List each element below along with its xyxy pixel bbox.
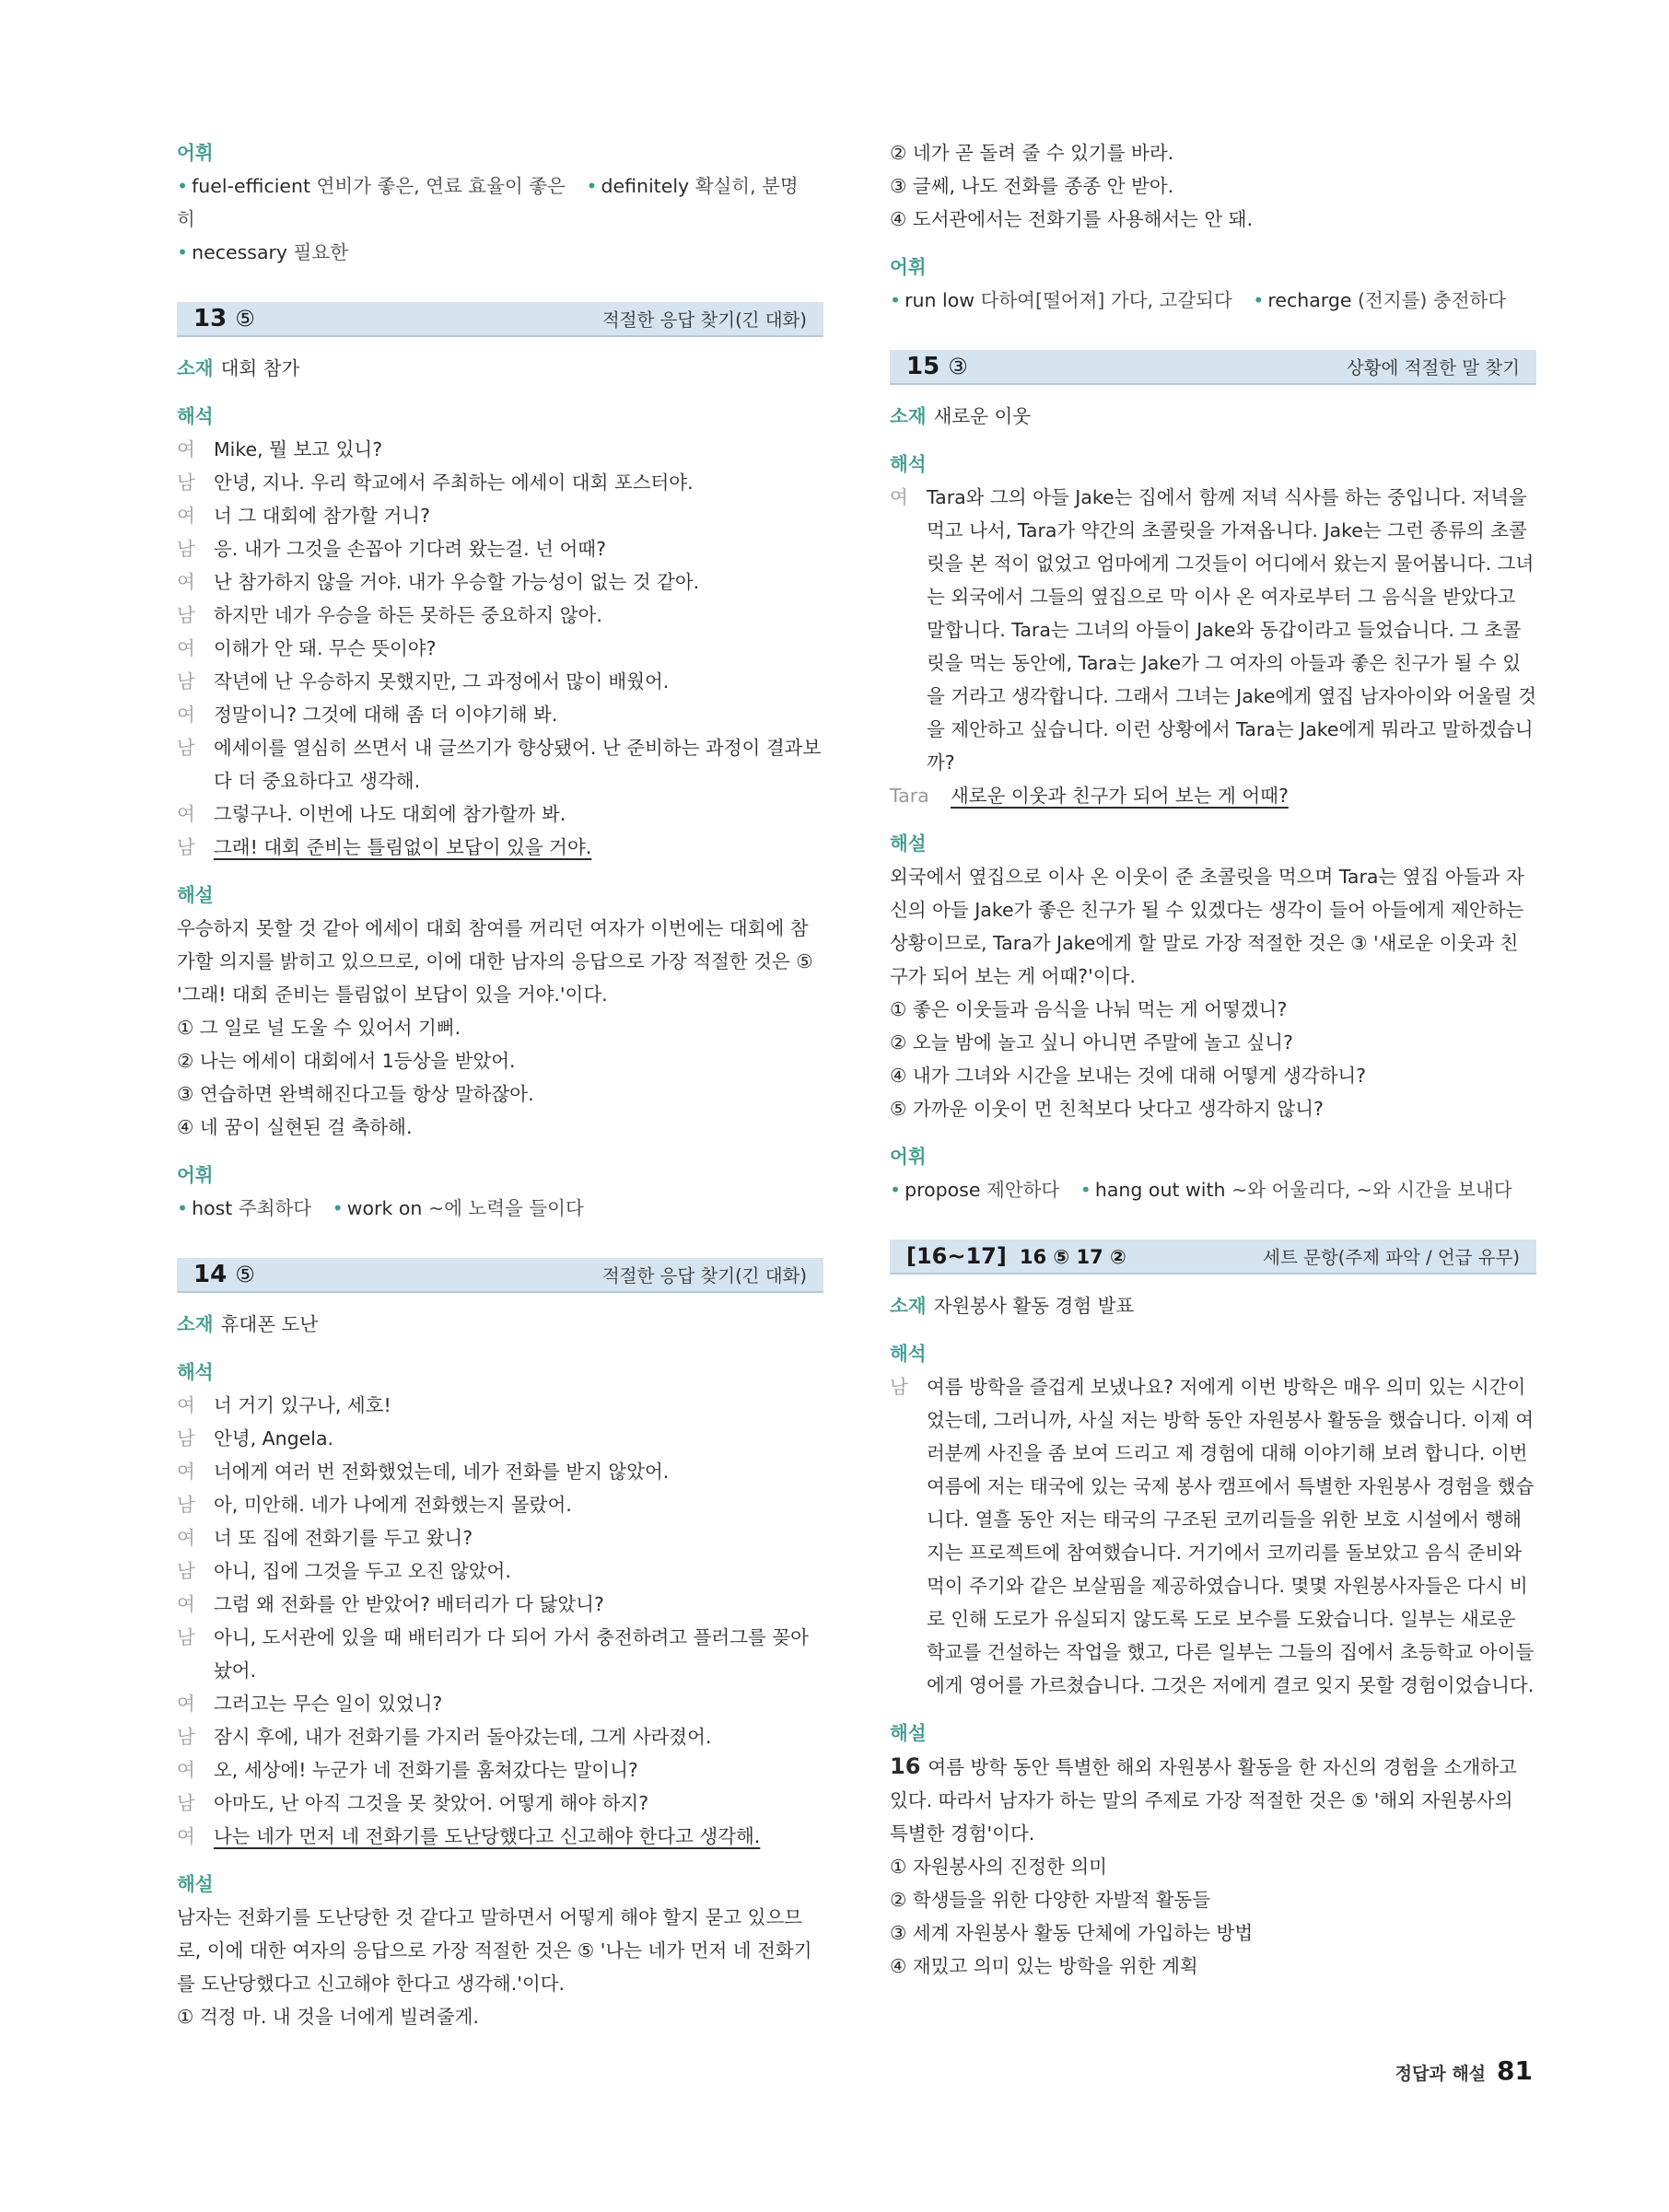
line-text: 아니, 집에 그것을 두고 오진 않았어. xyxy=(214,1560,511,1582)
line-text: 그렇구나. 이번에 나도 대회에 참가할까 봐. xyxy=(214,803,566,825)
line-text: 난 참가하지 않을 거야. 내가 우승할 가능성이 없는 것 같아. xyxy=(214,571,700,593)
explanation-heading: 해설 xyxy=(177,884,214,906)
line-text: 그럼 왜 전화를 안 받았어? 배터리가 다 닳았니? xyxy=(214,1593,604,1615)
question-header-13 xyxy=(177,302,823,337)
option: ① 자원봉사의 진정한 의미 xyxy=(890,1856,1107,1878)
line-text: 너 거기 있구나, 세호! xyxy=(214,1394,391,1416)
speaker: 여 xyxy=(890,486,908,508)
dialogue-line xyxy=(177,1422,823,1455)
topic-label: 소재 xyxy=(177,357,214,379)
option: ① 걱정 마. 내 것을 너에게 빌려줄게. xyxy=(177,2006,479,2028)
dialogue-line xyxy=(177,665,823,698)
speaker: 여 xyxy=(177,438,195,460)
speaker: 남 xyxy=(177,737,195,759)
speaker: Tara xyxy=(890,785,929,807)
vocab-term: definitely xyxy=(601,175,690,197)
speaker: 남 xyxy=(177,472,195,494)
page-number: 81 xyxy=(1497,2055,1533,2086)
speaker: 여 xyxy=(177,1825,195,1847)
speaker: 남 xyxy=(177,604,195,626)
speaker: 여 xyxy=(177,1759,195,1781)
vocab-gloss: (전지를) 충전하다 xyxy=(1358,289,1507,311)
dialogue-line xyxy=(177,466,823,499)
line-text: 너 그 대회에 참가할 거니? xyxy=(214,505,430,527)
speaker: 남 xyxy=(890,1376,908,1398)
option: ② 학생들을 위한 다양한 자발적 활동들 xyxy=(890,1889,1211,1911)
translation-heading: 해석 xyxy=(890,1343,927,1365)
line-text: 정말이니? 그것에 대해 좀 더 이야기해 봐. xyxy=(214,704,558,726)
topic-text: 자원봉사 활동 경험 발표 xyxy=(933,1295,1135,1317)
line-text: 하지만 네가 우승을 하든 못하든 중요하지 않아. xyxy=(214,604,602,626)
vocab-term: hang out with xyxy=(1094,1179,1226,1201)
translation-heading: 해석 xyxy=(890,453,927,475)
topic-label: 소재 xyxy=(890,405,927,427)
line-text: 너에게 여러 번 전화했었는데, 네가 전화를 받지 않았어. xyxy=(214,1461,670,1483)
option: ③ 세계 자원봉사 활동 단체에 가입하는 방법 xyxy=(890,1922,1254,1944)
line-text: 안녕, 지나. 우리 학교에서 주최하는 에세이 대회 포스터야. xyxy=(214,472,694,494)
topic-line xyxy=(890,1289,1536,1322)
line-text: 아니, 도서관에 있을 때 배터리가 다 되어 가서 충전하려고 플러그를 꽂아놨어. xyxy=(214,1626,809,1682)
dialogue-line xyxy=(177,1621,823,1687)
topic-line xyxy=(177,1308,823,1341)
topic-text: 휴대폰 도난 xyxy=(220,1313,319,1335)
narration xyxy=(890,1370,1536,1702)
dialogue-line xyxy=(177,532,823,565)
speaker: 여 xyxy=(177,1527,195,1549)
question-answers: 16 ⑤ 17 ② xyxy=(1019,1246,1126,1268)
dialogue-line xyxy=(177,499,823,532)
explanation-text: 남자는 전화기를 도난당한 것 같다고 말하면서 어떻게 해야 할지 묻고 있으므로, 이에 대한 여자의 응답으로 가장 적절한 것은 ⑤ '나는 네가 먼저 네 전화기를 도난당했다고 신고해야 한다고 생각해.'이다. xyxy=(177,1906,812,1995)
question-number: 14 xyxy=(193,1261,228,1288)
option: ④ 재밌고 의미 있는 방학을 위한 계획 xyxy=(890,1955,1198,1977)
explanation-number: 16 xyxy=(890,1753,921,1779)
line-text: 잠시 후에, 내가 전화기를 가지러 돌아갔는데, 그게 사라졌어. xyxy=(214,1726,712,1748)
option: ② 나는 에세이 대회에서 1등상을 받았어. xyxy=(177,1050,516,1072)
vocab-gloss: 연비가 좋은, 연료 효율이 좋은 xyxy=(316,175,566,197)
vocab-heading: 어휘 xyxy=(177,1164,214,1186)
dialogue-line xyxy=(177,433,823,466)
dialogue-14 xyxy=(177,1389,823,1853)
left-column xyxy=(177,136,823,2033)
dialogue-line xyxy=(177,1521,823,1554)
vocab-list: • host 주최하다 • work on ~에 노력을 들이다 xyxy=(177,1197,584,1219)
speaker: 여 xyxy=(177,803,195,825)
dialogue-line xyxy=(177,797,823,831)
question-type: 상황에 적절한 말 찾기 xyxy=(1346,357,1520,378)
topic-text: 새로운 이웃 xyxy=(933,405,1032,427)
topic-line xyxy=(177,352,823,385)
line-text: 응. 내가 그것을 손꼽아 기다려 왔는걸. 넌 어때? xyxy=(214,538,606,560)
dialogue-line xyxy=(177,1389,823,1422)
narration-text: Tara와 그의 아들 Jake는 집에서 함께 저녁 식사를 하는 중입니다. 저녁을 먹고 나서, Tara가 약간의 초콜릿을 가져옵니다. Jake는 그런 종류의 초콜릿을 본 적이 없었고 엄마에게 그것들이 어디에서 왔는지 물어봅니다. 그녀는 외국에서 그들의 옆집으로 막 이사 온 여자로부터 그 음식을 받았다고 말합니다. Tara는 그녀의 아들이 Jake와 동갑이라고 들었습니다. 그 초콜릿을 먹는 동안에, Tara는 Jake가 그 여자의 아들과 좋은 친구가 될 수 있을 거라고 생각합니다. 그래서 그녀는 Jake에게 옆집 남자아이와 어울릴 것을 제안하고 싶습니다. 이런 상황에서 Tara는 Jake에게 뭐라고 말하겠습니까? xyxy=(927,486,1537,774)
line-text: 작년에 난 우승하지 못했지만, 그 과정에서 많이 배웠어. xyxy=(214,670,670,693)
speaker: 남 xyxy=(177,1560,195,1582)
question-range: [16~17] xyxy=(906,1243,1007,1269)
option: ④ 내가 그녀와 시간을 보내는 것에 대해 어떻게 생각하니? xyxy=(890,1065,1367,1087)
answer-line: 나는 네가 먼저 네 전화기를 도난당했다고 신고해야 한다고 생각해. xyxy=(214,1825,761,1847)
dialogue-line xyxy=(177,1820,823,1853)
speaker: 남 xyxy=(177,1427,195,1449)
question-number: 15 xyxy=(906,353,940,380)
topic-label: 소재 xyxy=(177,1313,214,1335)
vocab-term: work on xyxy=(346,1197,423,1219)
dialogue-line xyxy=(177,1455,823,1488)
dialogue-line xyxy=(177,599,823,632)
explanation-heading: 해설 xyxy=(890,832,927,855)
speaker: 여 xyxy=(177,1693,195,1715)
option: ⑤ 가까운 이웃이 먼 친척보다 낫다고 생각하지 않니? xyxy=(890,1098,1324,1120)
right-column xyxy=(890,136,1536,1983)
speaker: 여 xyxy=(177,704,195,726)
vocab-term: fuel-efficient xyxy=(192,175,311,197)
speaker: 남 xyxy=(177,836,195,858)
dialogue-13 xyxy=(177,433,823,864)
option: ② 네가 곧 돌려 줄 수 있기를 바라. xyxy=(890,142,1174,164)
speaker: 여 xyxy=(177,1593,195,1615)
answer-line xyxy=(890,779,1536,812)
speaker: 여 xyxy=(177,571,195,593)
dialogue-line xyxy=(177,565,823,599)
translation-heading: 해석 xyxy=(177,1361,214,1383)
speaker: 여 xyxy=(177,1461,195,1483)
option: ① 좋은 이웃들과 음식을 나눠 먹는 게 어떻겠니? xyxy=(890,998,1288,1020)
dialogue-line xyxy=(177,1554,823,1588)
speaker: 여 xyxy=(177,1394,195,1416)
option: ① 그 일로 널 도울 수 있어서 기뻐. xyxy=(177,1017,461,1039)
topic-line xyxy=(890,400,1536,433)
vocab-heading: 어휘 xyxy=(890,256,927,278)
question-type: 세트 문항(주제 파악 / 언급 유무) xyxy=(1263,1247,1520,1268)
page-footer xyxy=(1395,2055,1533,2086)
speaker: 남 xyxy=(177,670,195,693)
dialogue-line xyxy=(177,1787,823,1820)
explanation-heading: 해설 xyxy=(177,1873,214,1895)
vocab-heading: 어휘 xyxy=(177,142,214,164)
vocab-gloss: 확실히, 분명히 xyxy=(177,175,799,230)
explanation-text: 우승하지 못할 것 같아 에세이 대회 참여를 꺼리던 여자가 이번에는 대회에 참가할 의지를 밝히고 있으므로, 이에 대한 남자의 응답으로 가장 적절한 것은 ⑤ '그래! 대회 준비는 틀림없이 보답이 있을 거야.'이다. xyxy=(177,917,813,1006)
speaker: 남 xyxy=(177,538,195,560)
question-number: 13 xyxy=(193,305,228,332)
speaker: 남 xyxy=(177,1626,195,1648)
dialogue-line xyxy=(177,1720,823,1753)
vocab-gloss: 필요한 xyxy=(293,241,349,263)
dialogue-line xyxy=(177,1588,823,1621)
vocab-term: propose xyxy=(905,1179,981,1201)
speaker: 남 xyxy=(177,1726,195,1748)
vocab-term: run low xyxy=(905,289,975,311)
speaker: 여 xyxy=(177,637,195,659)
vocab-list: • fuel-efficient 연비가 좋은, 연료 효율이 좋은 • definitely 확실히, 분명히 xyxy=(177,175,799,230)
answer-line: 그래! 대회 준비는 틀림없이 보답이 있을 거야. xyxy=(214,836,592,858)
speaker: 여 xyxy=(177,505,195,527)
line-text: 아마도, 난 아직 그것을 못 찾았어. 어떻게 해야 하지? xyxy=(214,1792,649,1814)
dialogue-line xyxy=(177,731,823,797)
question-type: 적절한 응답 찾기(긴 대화) xyxy=(601,1265,807,1286)
dialogue-line xyxy=(177,632,823,665)
explanation-text: 외국에서 옆집으로 이사 온 이웃이 준 초콜릿을 먹으며 Tara는 옆집 아들과 자신의 아들 Jake가 좋은 친구가 될 수 있겠다는 생각이 들어 아들에게 제안하는 상황이므로, Tara가 Jake에게 할 말로 가장 적절한 것은 ③ '새로운 이웃과 친구가 되어 보는 게 어때?'이다. xyxy=(890,866,1524,987)
vocab-term: recharge xyxy=(1267,289,1352,311)
dialogue-line xyxy=(177,698,823,731)
explanation-heading: 해설 xyxy=(890,1722,927,1744)
dialogue-line xyxy=(177,1687,823,1720)
vocab-gloss: 주최하다 xyxy=(238,1197,312,1219)
footer-label: 정답과 해설 xyxy=(1395,2064,1487,2084)
line-text: 아, 미안해. 네가 나에게 전화했는지 몰랐어. xyxy=(214,1494,572,1516)
dialogue-line xyxy=(177,1753,823,1787)
narration-text: 여름 방학을 즐겁게 보냈나요? 저에게 이번 방학은 매우 의미 있는 시간이었는데, 그러니까, 사실 저는 방학 동안 자원봉사 활동을 했습니다. 이제 여러분께 사진을 좀 보여 드리고 제 경험에 대해 이야기해 보려 합니다. 이번 여름에 저는 태국에 있는 국제 봉사 캠프에서 특별한 자원봉사 경험을 했습니다. 열흘 동안 저는 태국의 구조된 코끼리들을 위한 보호 시설에서 행해지는 프로젝트에 참여했습니다. 거기에서 코끼리를 돌보았고 음식 준비와 먹이 주기와 같은 보살핌을 제공하였습니다. 몇몇 자원봉사자들은 다시 비로 인해 도로가 유실되지 않도록 도로 보수를 도왔습니다. 일부는 새로운 학교를 건설하는 작업을 했고, 다른 일부는 그들의 집에서 초등학교 아이들에게 영어를 가르쳤습니다. 그것은 저에게 결코 잊지 못할 경험이었습니다. xyxy=(927,1376,1535,1696)
topic-text: 대회 참가 xyxy=(220,357,300,379)
explanation-text xyxy=(890,1750,1536,1850)
line-text: 이해가 안 돼. 무슨 뜻이야? xyxy=(214,637,437,659)
vocab-gloss: 다하여[떨어져] 가다, 고갈되다 xyxy=(980,289,1232,311)
line-text: 안녕, Angela. xyxy=(214,1427,334,1449)
vocab-gloss: ~에 노력을 들이다 xyxy=(427,1197,584,1219)
line-text: 너 또 집에 전화기를 두고 왔니? xyxy=(214,1527,473,1549)
vocab-list: • necessary 필요한 xyxy=(177,241,349,263)
explanation-body: 여름 방학 동안 특별한 해외 자원봉사 활동을 한 자신의 경험을 소개하고 있다. 따라서 남자가 하는 말의 주제로 가장 적절한 것은 ⑤ '해외 자원봉사의 특별한 경험'이다. xyxy=(890,1756,1517,1845)
vocab-list: • run low 다하여[떨어져] 가다, 고갈되다 • recharge (전지를) 충전하다 xyxy=(890,289,1507,311)
option: ② 오늘 밤에 놀고 싶니 아니면 주말에 놀고 싶니? xyxy=(890,1031,1293,1054)
dialogue-line xyxy=(177,1488,823,1521)
vocab-term: host xyxy=(192,1197,233,1219)
line-text: 그러고는 무슨 일이 있었니? xyxy=(214,1693,443,1715)
narration xyxy=(890,481,1536,779)
option: ④ 네 꿈이 실현된 걸 축하해. xyxy=(177,1116,413,1138)
dialogue-line xyxy=(177,831,823,864)
speaker: 남 xyxy=(177,1494,195,1516)
vocab-list: • propose 제안하다 • hang out with ~와 어울리다, ~와 시간을 보내다 xyxy=(890,1179,1512,1201)
option: ③ 글쎄, 나도 전화를 종종 안 받아. xyxy=(890,175,1174,197)
vocab-heading: 어휘 xyxy=(890,1146,927,1168)
translation-heading: 해석 xyxy=(177,405,214,427)
vocab-gloss: 제안하다 xyxy=(986,1179,1060,1201)
topic-label: 소재 xyxy=(890,1295,927,1317)
speaker: 남 xyxy=(177,1792,195,1814)
line-text: Mike, 뭘 보고 있니? xyxy=(214,438,383,460)
answer-text: 새로운 이웃과 친구가 되어 보는 게 어때? xyxy=(951,785,1289,807)
vocab-term: necessary xyxy=(192,241,288,263)
line-text: 에세이를 열심히 쓰면서 내 글쓰기가 향상됐어. 난 준비하는 과정이 결과보다 더 중요하다고 생각해. xyxy=(214,737,822,792)
question-header-15 xyxy=(890,350,1536,385)
question-header-16-17 xyxy=(890,1240,1536,1275)
vocab-gloss: ~와 어울리다, ~와 시간을 보내다 xyxy=(1231,1179,1512,1201)
question-answer: ⑤ xyxy=(235,306,255,332)
question-header-14 xyxy=(177,1258,823,1293)
question-type: 적절한 응답 찾기(긴 대화) xyxy=(601,309,807,331)
line-text: 오, 세상에! 누군가 네 전화기를 훔쳐갔다는 말이니? xyxy=(214,1759,638,1781)
option: ③ 연습하면 완벽해진다고들 항상 말하잖아. xyxy=(177,1083,534,1105)
question-answer: ⑤ xyxy=(235,1262,255,1287)
option: ④ 도서관에서는 전화기를 사용해서는 안 돼. xyxy=(890,208,1254,230)
question-answer: ③ xyxy=(948,354,968,379)
